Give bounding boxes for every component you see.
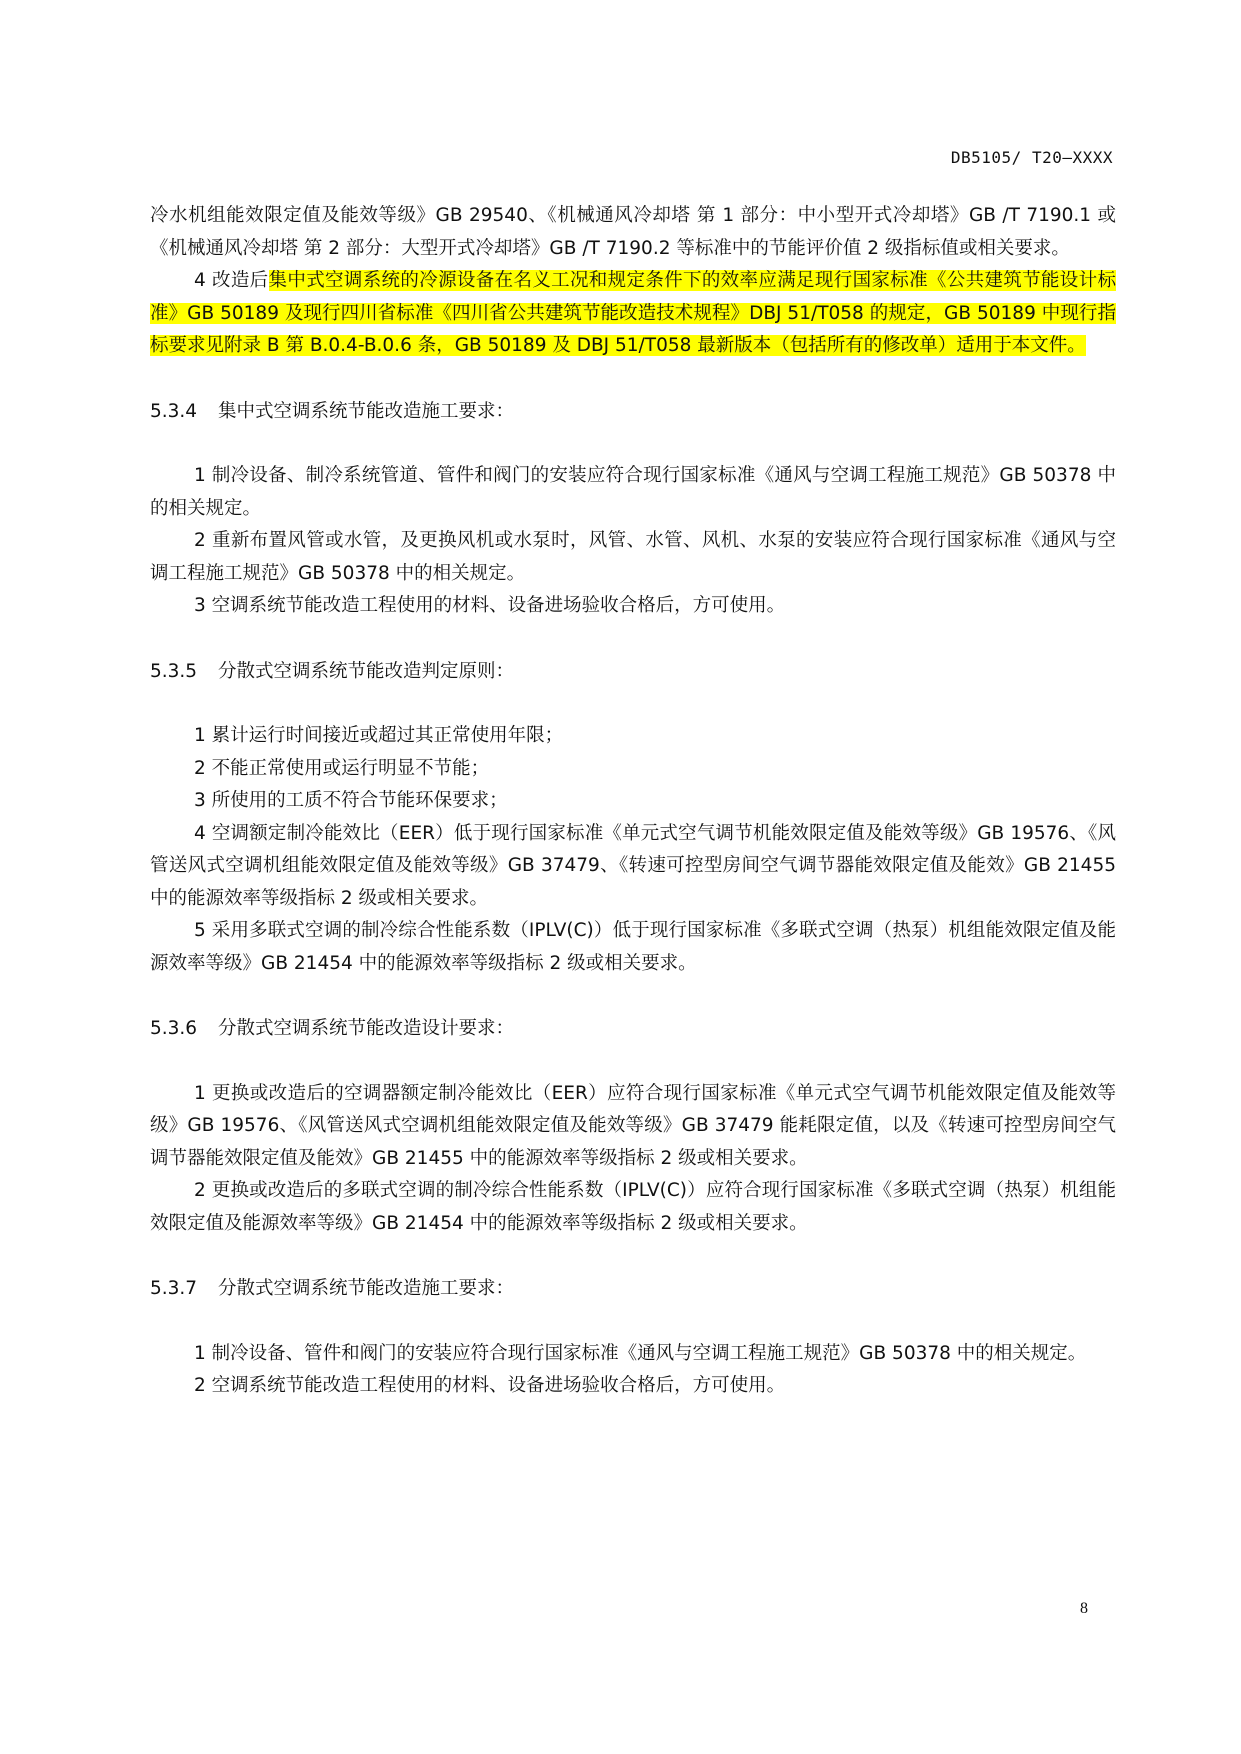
section-heading-5-3-5: [150, 656, 1116, 689]
list-item: 2 不能正常使用或运行明显不节能；: [194, 757, 490, 779]
section-number: 5.3.4: [150, 400, 198, 422]
document-body: [150, 200, 1116, 1403]
section-title: 分散式空调系统节能改造判定原则：: [218, 660, 515, 682]
list-item: 2 重新布置风管或水管，及更换风机或水泵时，风管、水管、风机、水泵的安装应符合现行国家标准《通风与空调工程施工规范》GB 50378 中的相关规定。: [150, 530, 1116, 584]
continuation-paragraph: 冷水机组能效限定值及能效等级》GB 29540、《机械通风冷却塔 第 1 部分：中小型开式冷却塔》GB /T 7190.1 或《机械通风冷却塔 第 2 部分：大型开式冷却塔》GB /T 7190.2 等标准中的节能评价值 2 级指标值或相关要求。: [150, 205, 1116, 259]
section-number: 5.3.5: [150, 660, 198, 682]
list-item: 3 所使用的工质不符合节能环保要求；: [194, 790, 508, 811]
page-number: 8: [1080, 1600, 1088, 1617]
list-item: 1 累计运行时间接近或超过其正常使用年限；: [194, 725, 564, 746]
item-4-prefix: 4 改造后: [194, 270, 269, 291]
section-title: 集中式空调系统节能改造施工要求：: [218, 400, 515, 422]
section-number: 5.3.6: [150, 1018, 198, 1039]
item-4-paragraph: [150, 265, 1116, 363]
list-item: 2 空调系统节能改造工程使用的材料、设备进场验收合格后，方可使用。: [194, 1375, 786, 1396]
list-item: 5 采用多联式空调的制冷综合性能系数（IPLV(C)）低于现行国家标准《多联式空调（热泵）机组能效限定值及能源效率等级》GB 21454 中的能源效率等级指标 2 级或相关要求。: [150, 920, 1116, 974]
section-heading-5-3-6: [150, 1013, 1116, 1046]
list-item: 1 制冷设备、管件和阀门的安装应符合现行国家标准《通风与空调工程施工规范》GB 50378 中的相关规定。: [194, 1342, 1087, 1364]
list-item: 1 更换或改造后的空调器额定制冷能效比（EER）应符合现行国家标准《单元式空气调节机能效限定值及能效等级》GB 19576、《风管送风式空调机组能效限定值及能效等级》GB 37479 能耗限定值，以及《转速可控型房间空气调节器能效限定值及能效》GB 21455 中的能源效率等级指标 2 级或相关要求。: [150, 1082, 1116, 1169]
header-doc-code: DB5105/ T20—XXXX: [950, 148, 1113, 167]
list-item: 4 空调额定制冷能效比（EER）低于现行国家标准《单元式空气调节机能效限定值及能效等级》GB 19576、《风管送风式空调机组能效限定值及能效等级》GB 37479、《转速可控型房间空气调节器能效限定值及能效》GB 21455 中的能源效率等级指标 2 级或相关要求。: [150, 822, 1116, 909]
list-item: 3 空调系统节能改造工程使用的材料、设备进场验收合格后，方可使用。: [194, 595, 786, 616]
list-item: 1 制冷设备、制冷系统管道、管件和阀门的安装应符合现行国家标准《通风与空调工程施工规范》GB 50378 中的相关规定。: [150, 465, 1116, 519]
section-heading-5-3-4: [150, 396, 1116, 429]
section-title: 分散式空调系统节能改造施工要求：: [218, 1278, 515, 1299]
list-item: 2 更换或改造后的多联式空调的制冷综合性能系数（IPLV(C)）应符合现行国家标准《多联式空调（热泵）机组能效限定值及能源效率等级》GB 21454 中的能源效率等级指标 2 级或相关要求。: [150, 1180, 1116, 1234]
section-number: 5.3.7: [150, 1278, 198, 1299]
section-title: 分散式空调系统节能改造设计要求：: [218, 1018, 515, 1039]
section-heading-5-3-7: [150, 1273, 1116, 1306]
highlighted-text: 集中式空调系统的冷源设备在名义工况和规定条件下的效率应满足现行国家标准《公共建筑节能设计标准》GB 50189 及现行四川省标准《四川省公共建筑节能改造技术规程》DBJ 51/T058 的规定，GB 50189 中现行指标要求见附录 B 第 B.0.4-B.0.6 条，GB 50189 及 DBJ 51/T058 最新版本（包括所有的修改单）适用于本文件。: [150, 270, 1116, 356]
